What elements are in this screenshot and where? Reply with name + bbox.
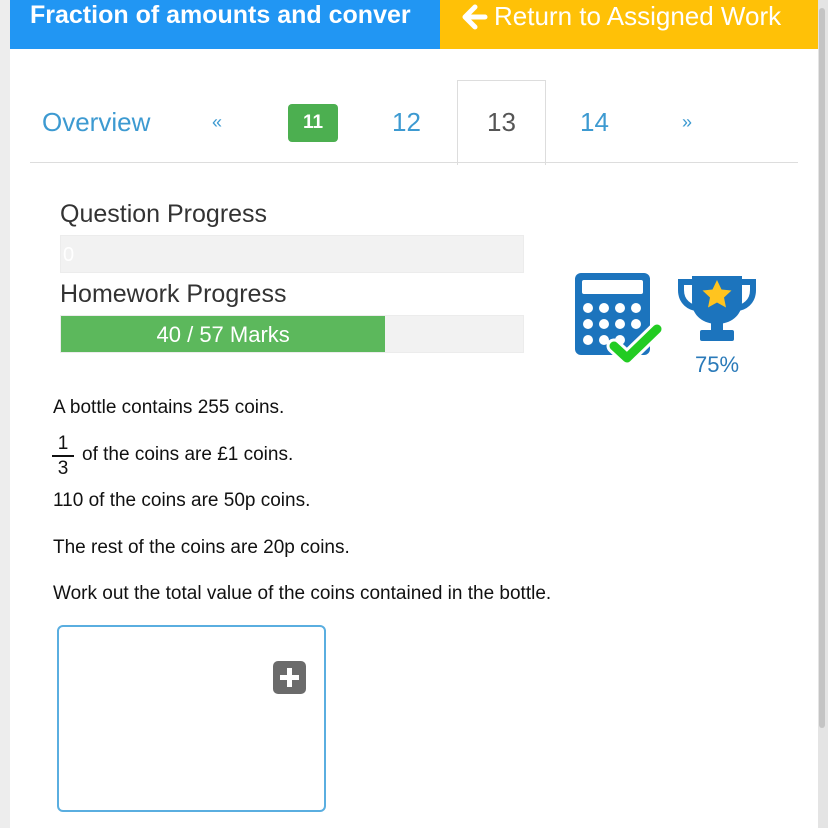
question-line-5: Work out the total value of the coins contained in the bottle. xyxy=(53,583,552,604)
calculator-icon[interactable] xyxy=(574,272,664,367)
question-progress-value: 0 xyxy=(63,244,75,266)
page-title: Fraction of amounts and conver xyxy=(30,1,411,29)
tab-next[interactable]: » xyxy=(682,112,693,132)
homework-progress-bar xyxy=(60,315,524,353)
homework-progress-fill xyxy=(61,316,385,352)
tab-13[interactable]: 13 xyxy=(487,107,516,137)
trophy-percent: 75% xyxy=(694,352,740,377)
scrollbar-thumb[interactable] xyxy=(819,8,825,728)
homework-progress-text: 40 / 57 Marks xyxy=(156,322,290,347)
fraction-denominator: 3 xyxy=(57,457,69,479)
return-label: Return to Assigned Work xyxy=(494,1,782,31)
tab-14[interactable]: 14 xyxy=(580,107,609,137)
homework-progress-label: Homework Progress xyxy=(60,280,287,308)
fraction xyxy=(52,434,74,479)
question-line-1: A bottle contains 255 coins. xyxy=(53,397,285,418)
fraction-numerator: 1 xyxy=(57,433,69,454)
answer-box[interactable] xyxy=(57,625,326,812)
tab-prev[interactable]: « xyxy=(212,112,223,132)
question-line-2: of the coins are £1 coins. xyxy=(82,444,294,465)
trophy-icon xyxy=(678,272,756,344)
page-header xyxy=(10,0,440,49)
question-progress-label: Question Progress xyxy=(60,200,268,228)
tab-divider xyxy=(30,162,798,163)
add-answer-button[interactable] xyxy=(273,661,306,694)
tab-overview[interactable]: Overview xyxy=(42,107,151,137)
arrow-left-icon xyxy=(462,4,488,30)
tab-11[interactable]: 11 xyxy=(288,104,338,142)
return-to-assigned-work-button[interactable] xyxy=(440,0,818,49)
question-progress-bar xyxy=(60,235,524,273)
question-line-3: 110 of the coins are 50p coins. xyxy=(53,490,311,511)
fraction-bar xyxy=(52,455,74,457)
question-line-4: The rest of the coins are 20p coins. xyxy=(53,537,350,558)
tab-12[interactable]: 12 xyxy=(392,107,421,137)
